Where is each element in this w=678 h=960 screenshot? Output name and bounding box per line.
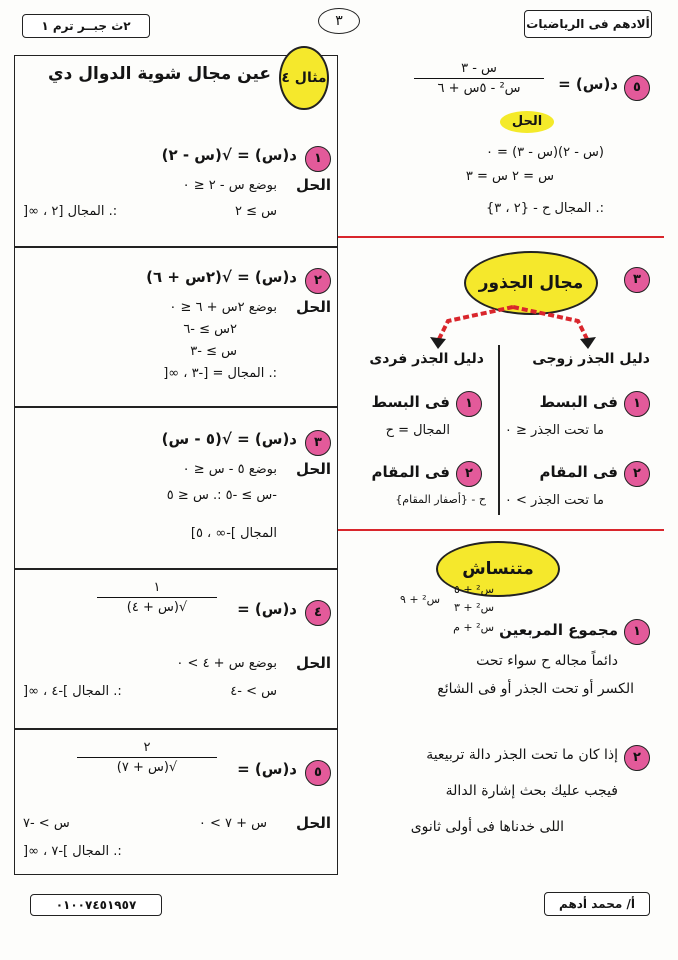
right-column xyxy=(338,55,664,873)
note-expression: س² + ٣ xyxy=(454,601,494,614)
solution-label: الحل xyxy=(296,298,331,316)
problem-function: د(س) = √(٥ - س) xyxy=(161,430,297,448)
note-expression: س² + م xyxy=(453,621,494,634)
even-item-note: ما تحت الجذر ≤ ٠ xyxy=(504,423,604,438)
even-item-label: فى البسط xyxy=(539,393,618,411)
note-text: فيجب عليك بحث إشارة الدالة xyxy=(445,783,618,799)
step-line: -س ≥ -٥ :. س ≤ ٥ xyxy=(166,488,277,503)
step-line: س ≥ -٣ xyxy=(190,344,237,359)
item-number: ٢ xyxy=(624,461,650,487)
note-expression: س² + ٩ xyxy=(400,593,440,606)
step-line: (س - ٢)(س - ٣) = ٠ xyxy=(485,145,604,160)
note-number: ٢ xyxy=(624,745,650,771)
function-fraction xyxy=(414,61,544,96)
left-title: عين مجال شوية الدوال دي xyxy=(48,64,271,84)
domain-result: :. المجال ]-٤ ، ∞[ xyxy=(23,684,122,699)
solution-label: الحل xyxy=(296,814,331,832)
note-expression: س² + ٥ xyxy=(454,583,494,596)
footer-phone: ٠١٠٠٧٤٥١٩٥٧ xyxy=(30,894,162,916)
note-text: الكسر أو تحت الجذر أو فى الشائع xyxy=(437,681,634,697)
domain-result: :. المجال = [-٣ ، ∞[ xyxy=(163,366,277,381)
fraction-denominator: س² - ٥س + ٦ xyxy=(437,81,521,96)
domain-result: المجال ]-∞ ، ٥] xyxy=(190,526,277,541)
odd-item-label: فى البسط xyxy=(371,393,450,411)
even-item-note: ما تحت الجذر > ٠ xyxy=(504,493,604,508)
function-label: د(س) = xyxy=(237,760,297,778)
example-badge: مثال ٤ xyxy=(279,46,329,110)
domain-result: :. المجال [٢ ، ∞[ xyxy=(23,204,118,219)
problem-number: ٥ xyxy=(305,760,331,786)
problem-function: د(س) = √(٢س + ٦) xyxy=(146,268,297,286)
item-number: ٢ xyxy=(456,461,482,487)
solution-label: الحل xyxy=(296,176,331,194)
even-root-title: دليل الجذر زوجى xyxy=(532,351,650,367)
even-item-label: فى المقام xyxy=(539,463,618,481)
step-line: س ≥ ٢ xyxy=(234,204,277,219)
problem-number: ٤ xyxy=(305,600,331,626)
problem-number: ٣ xyxy=(305,430,331,456)
problem-number: ٢ xyxy=(305,268,331,294)
step-line: بوضع ٥ - س ≤ ٠ xyxy=(182,462,277,477)
solution-label: الحل xyxy=(296,460,331,478)
fraction-denominator: √(س + ٤) xyxy=(126,600,188,615)
header-right-label: ألادهم فى الرياضيات xyxy=(524,10,652,38)
note-text: إذا كان ما تحت الجذر دالة تربيعية xyxy=(426,747,618,763)
fraction-numerator: ١ xyxy=(153,580,161,595)
roots-title: مجال الجذور xyxy=(464,251,598,315)
step-line: س = ٢ س = ٣ xyxy=(465,169,554,184)
problem-number: ٥ xyxy=(624,75,650,101)
fraction-denominator: √(س + ٧) xyxy=(116,760,178,775)
function-label: د(س) = xyxy=(558,75,618,93)
step-line: ٢س ≥ -٦ xyxy=(183,322,237,337)
solution-badge: الحل xyxy=(500,111,554,133)
function-fraction xyxy=(77,740,217,775)
fraction-numerator: س - ٣ xyxy=(461,61,497,76)
left-column xyxy=(14,55,338,875)
step-line: بوضع س - ٢ ≤ ٠ xyxy=(182,178,277,193)
function-fraction xyxy=(97,580,217,615)
step-line: س > -٤ xyxy=(230,684,277,699)
step-line: س + ٧ > ٠ xyxy=(198,816,267,831)
problem-function: د(س) = √(س - ٢) xyxy=(161,146,297,164)
item-number: ١ xyxy=(456,391,482,417)
item-number: ١ xyxy=(624,391,650,417)
split-arrows xyxy=(418,301,608,351)
note-label: مجموع المربعين xyxy=(499,621,618,639)
odd-item-note: ح - {أصفار المقام} xyxy=(395,493,486,506)
domain-result: :. المجال ]-٧ ، ∞[ xyxy=(23,844,122,859)
footer-author: أ/ محمد أدهم xyxy=(544,892,650,916)
section-number: ٣ xyxy=(624,267,650,293)
header-left-label: ٢ث جبــر ترم ١ xyxy=(22,14,150,38)
step-line: بوضع ٢س + ٦ ≤ ٠ xyxy=(169,300,277,315)
solution-label: الحل xyxy=(296,654,331,672)
odd-item-note: المجال = ح xyxy=(385,423,450,438)
page-number: ٣ xyxy=(318,8,360,34)
step-line: س > -٧ xyxy=(23,816,70,831)
note-number: ١ xyxy=(624,619,650,645)
problem-number: ١ xyxy=(305,146,331,172)
fraction-numerator: ٢ xyxy=(143,740,151,755)
step-line: بوضع س + ٤ > ٠ xyxy=(176,656,277,671)
odd-item-label: فى المقام xyxy=(371,463,450,481)
note-text: دائماً مجاله ح سواء تحت xyxy=(476,653,618,669)
notes-title: متنساش xyxy=(436,541,560,597)
function-label: د(س) = xyxy=(237,600,297,618)
domain-result: :. المجال ح - {٢ ، ٣} xyxy=(486,201,604,216)
note-text: اللى خدناها فى أولى ثانوى xyxy=(410,819,564,835)
odd-root-title: دليل الجذر فردى xyxy=(369,351,484,367)
